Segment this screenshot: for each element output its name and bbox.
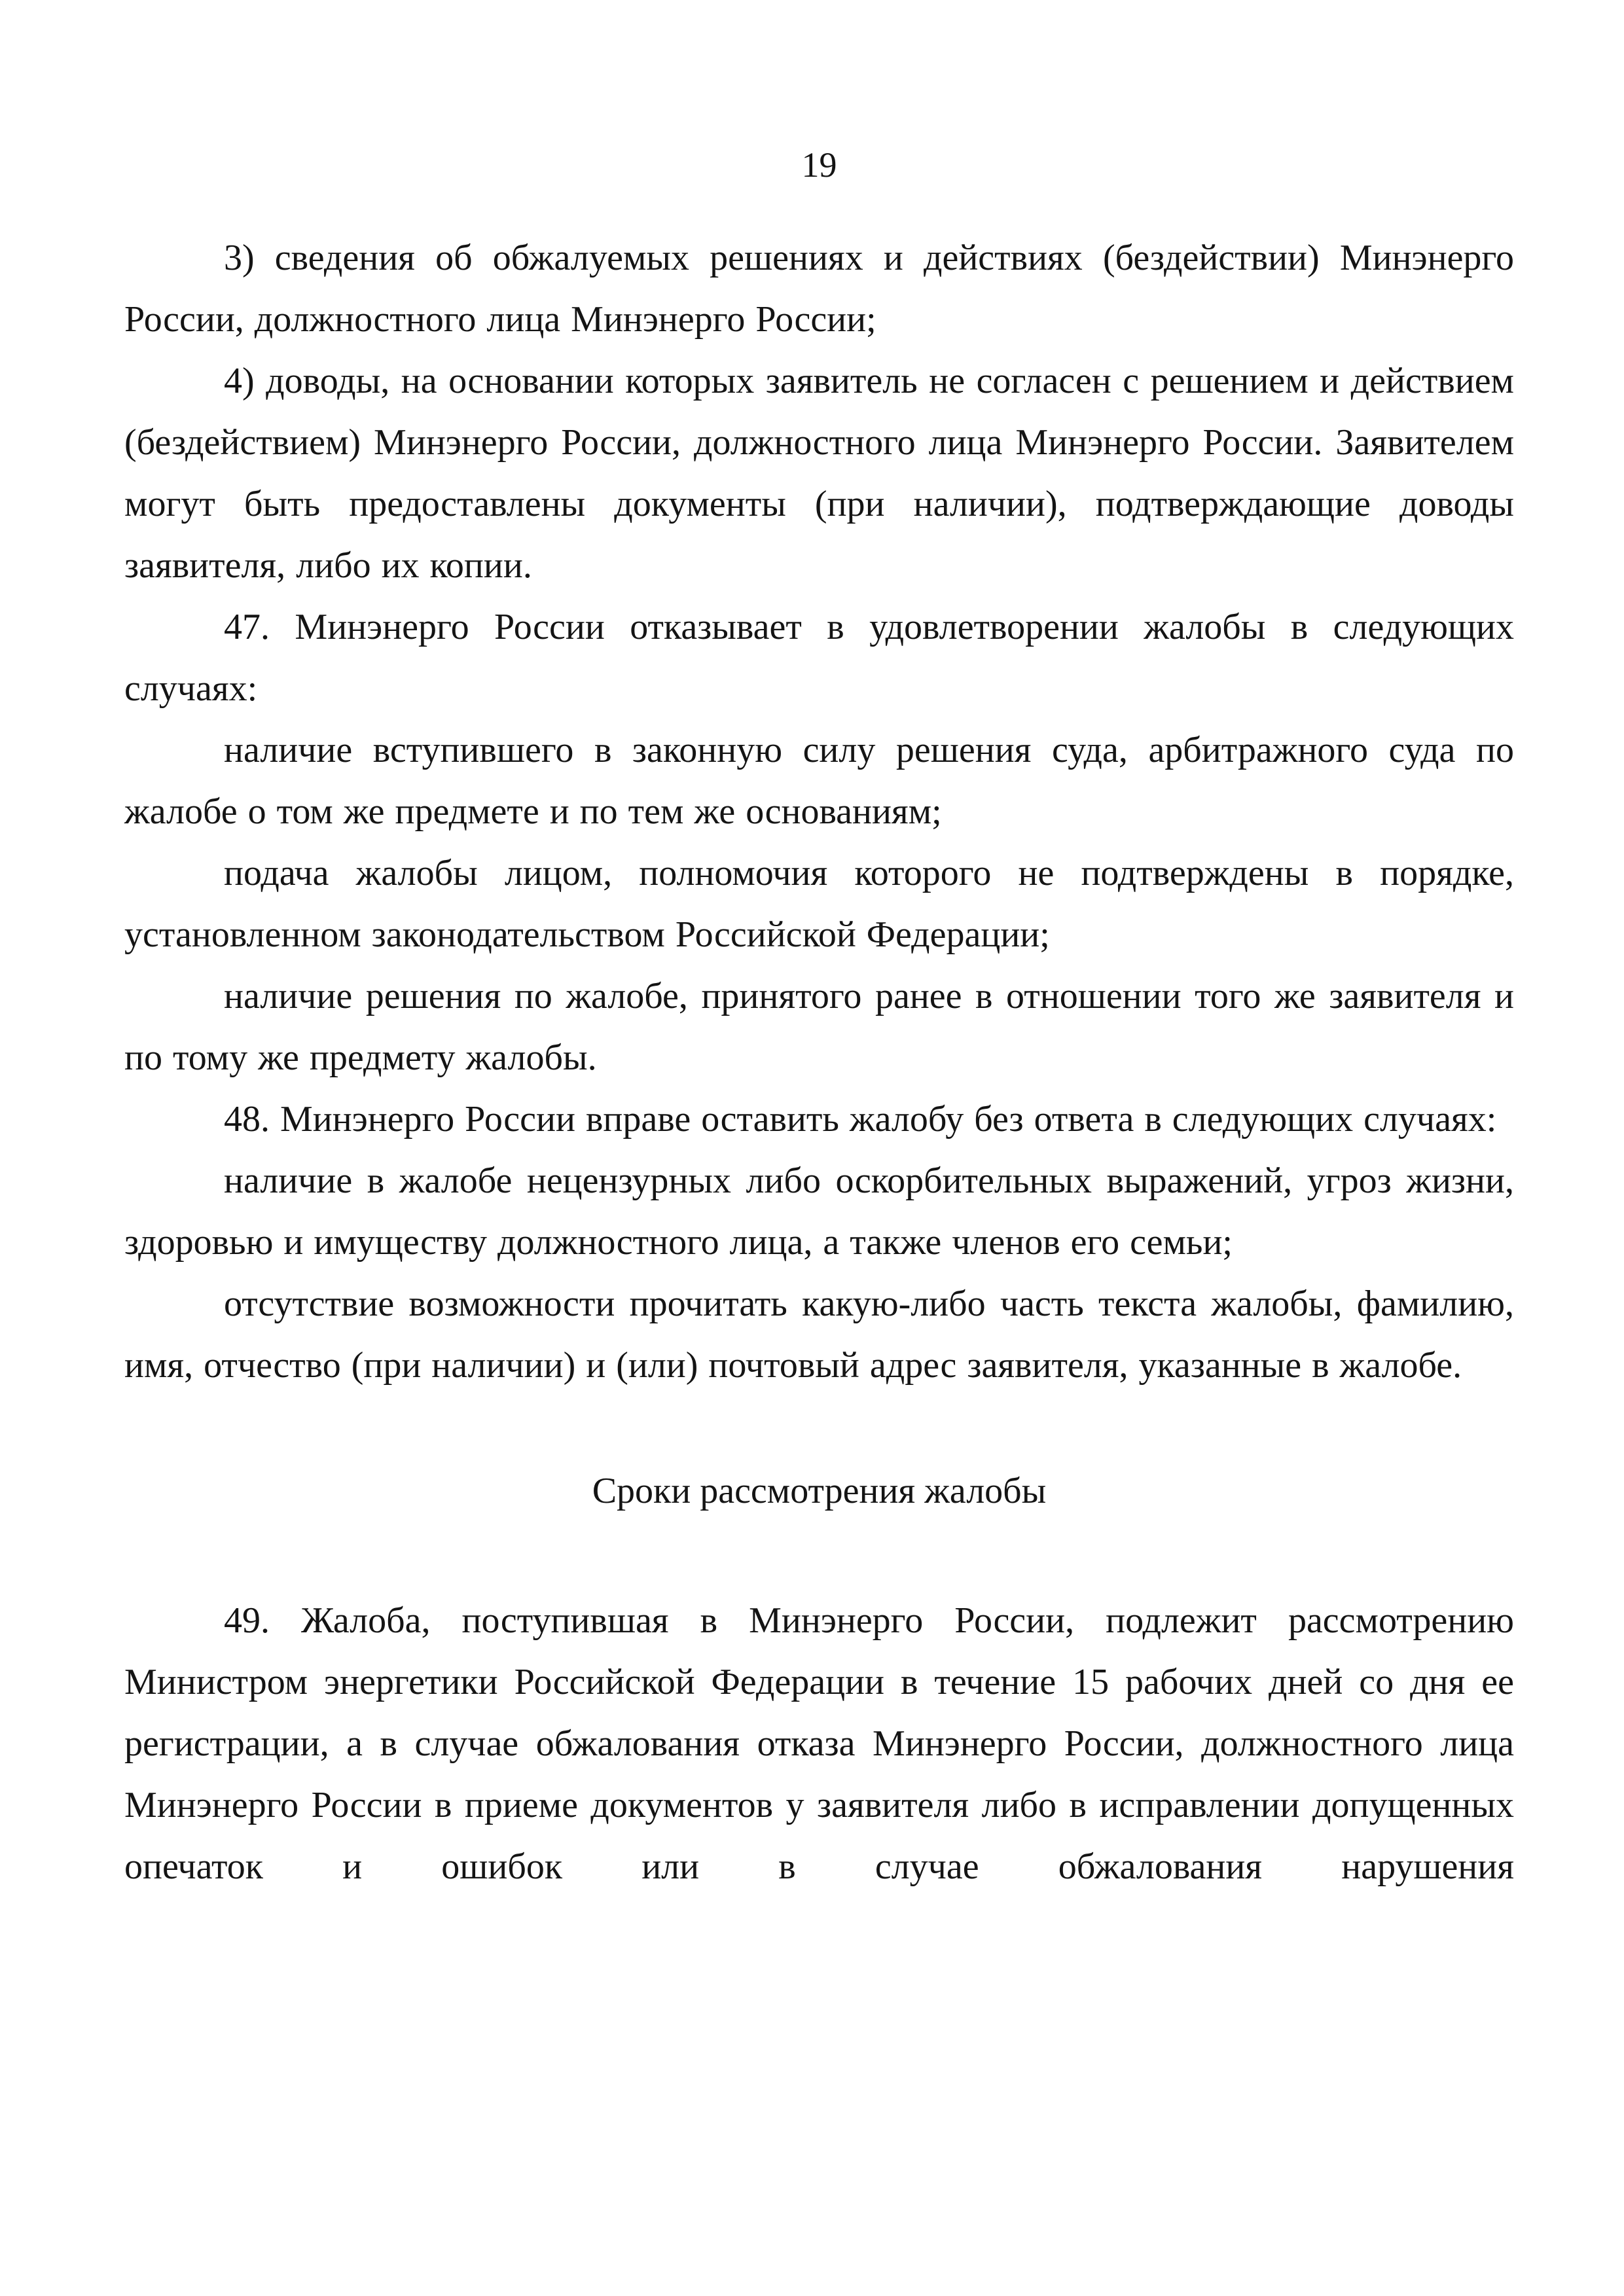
paragraph: 3) сведения об обжалуемых решениях и действиях (бездействии) Минэнерго России, должностного лица Минэнерго России; (124, 238, 1514, 340)
paragraph: подача жалобы лицом, полномочия которого не подтверждены в порядке, установленном законодательством Российской Федерации; (124, 853, 1514, 955)
paragraph: наличие вступившего в законную силу решения суда, арбитражного суда по жалобе о том же предмете и по тем же основаниям; (124, 730, 1514, 832)
page-number: 19 (801, 145, 837, 185)
paragraph: 49. Жалоба, поступившая в Минэнерго России, подлежит рассмотрению Министром энергетики Российской Федерации в течение 15 рабочих дней со дня ее регистрации, а в случае обжалования отказа Минэнерго России, должностного лица Минэнерго России в приеме документов у заявителя либо в исправлении допущенных опечаток и ошибок или в случае обжалования нарушения (124, 1600, 1514, 1887)
paragraph: наличие в жалобе нецензурных либо оскорбительных выражений, угроз жизни, здоровью и имуществу должностного лица, а также членов его семьи; (124, 1160, 1514, 1263)
paragraph: отсутствие возможности прочитать какую-либо часть текста жалобы, фамилию, имя, отчество (при наличии) и (или) почтовый адрес заявителя, указанные в жалобе. (124, 1283, 1514, 1386)
paragraphs-section-before-heading (124, 227, 1514, 1396)
section-heading: Сроки рассмотрения жалобы (592, 1471, 1047, 1511)
paragraph: 4) доводы, на основании которых заявитель не согласен с решением и действием (бездействием) Минэнерго России, должностного лица Минэнерго России. Заявителем могут быть предоставлены документы (при наличии), подтверждающие доводы заявителя, либо их копии. (124, 361, 1514, 586)
paragraph: 47. Минэнерго России отказывает в удовлетворении жалобы в следующих случаях: (124, 607, 1514, 709)
paragraphs-section-after-heading (124, 1590, 1514, 1897)
paragraph: 48. Минэнерго России вправе оставить жалобу без ответа в следующих случаях: (224, 1099, 1497, 1139)
paragraph: наличие решения по жалобе, принятого ранее в отношении того же заявителя и по тому же предмету жалобы. (124, 976, 1514, 1078)
